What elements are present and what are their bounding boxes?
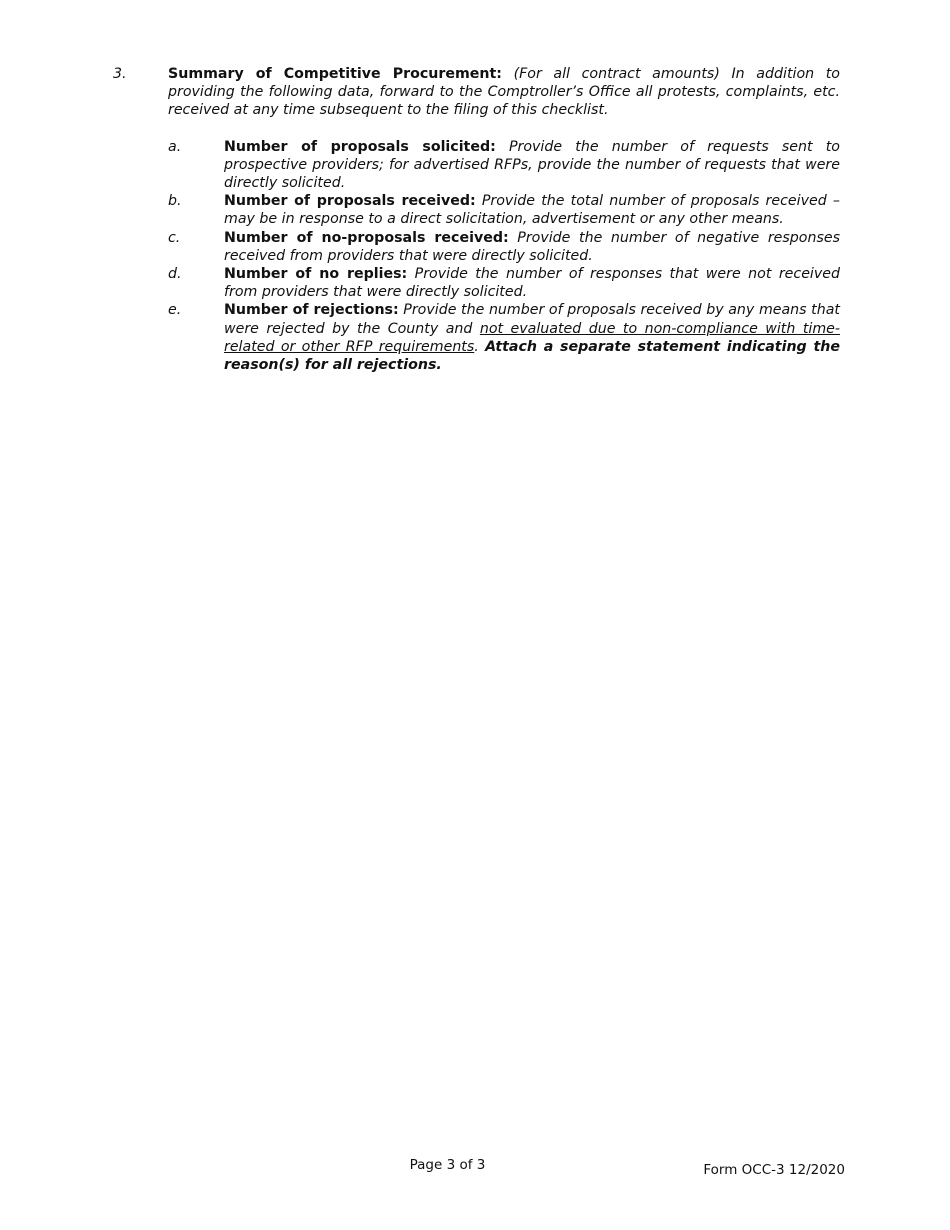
list-item bbox=[168, 229, 840, 265]
list-item bbox=[168, 192, 840, 228]
item-letter: b. bbox=[168, 193, 182, 210]
section-heading-row bbox=[113, 65, 840, 120]
item-body: Provide the number of requests sent to prospective providers; for advertised RFPs, provide the number of requests that were directly solicited. bbox=[224, 138, 840, 192]
section-paragraph bbox=[168, 65, 840, 120]
item-body: Provide the number of responses that were not received from providers that were directly solicited. bbox=[224, 266, 841, 301]
item-label: Number of no-proposals received: bbox=[224, 229, 509, 246]
section-intro: (For all contract amounts) In addition to providing the following data, forward to the Comptroller’s Office all protests, complaints, etc. received at any time subsequent to the filing of this checklist. bbox=[168, 66, 840, 119]
form-identifier: Form OCC-3 12/2020 bbox=[703, 1162, 845, 1178]
list-item bbox=[168, 301, 840, 374]
item-body: Provide the number of proposals received by any means that were rejected by the County and bbox=[224, 302, 840, 337]
item-label: Number of no replies: bbox=[224, 266, 408, 283]
item-body-continued: . bbox=[474, 338, 486, 355]
item-body: Provide the number of negative responses received from providers that were directly solicited. bbox=[224, 229, 840, 264]
section-number: 3. bbox=[113, 66, 127, 82]
item-label: Number of rejections: bbox=[224, 302, 399, 319]
item-letter: a. bbox=[168, 138, 182, 155]
section-title: Summary of Competitive Procurement: bbox=[168, 66, 502, 82]
item-list bbox=[168, 138, 840, 375]
list-item bbox=[168, 138, 840, 193]
page-number: Page 3 of 3 bbox=[409, 1157, 486, 1173]
item-letter: c. bbox=[168, 229, 181, 246]
item-description bbox=[224, 301, 840, 374]
item-label: Number of proposals solicited: bbox=[224, 138, 496, 155]
item-description bbox=[224, 192, 840, 228]
item-letter: e. bbox=[168, 302, 182, 319]
item-body: Provide the total number of proposals received – may be in response to a direct solicitation, advertisement or any other means. bbox=[224, 193, 840, 228]
item-description bbox=[224, 138, 840, 193]
item-description bbox=[224, 265, 840, 301]
section-competitive-procurement bbox=[113, 65, 840, 374]
list-item bbox=[168, 265, 840, 301]
item-letter: d. bbox=[168, 266, 182, 283]
item-underlined-text: not evaluated due to non-compliance with time-related or other RFP requirements bbox=[224, 320, 840, 355]
item-emphasis: Attach a separate statement indicating the reason(s) for all rejections. bbox=[224, 338, 840, 374]
item-description bbox=[224, 229, 840, 265]
item-label: Number of proposals received: bbox=[224, 193, 476, 210]
